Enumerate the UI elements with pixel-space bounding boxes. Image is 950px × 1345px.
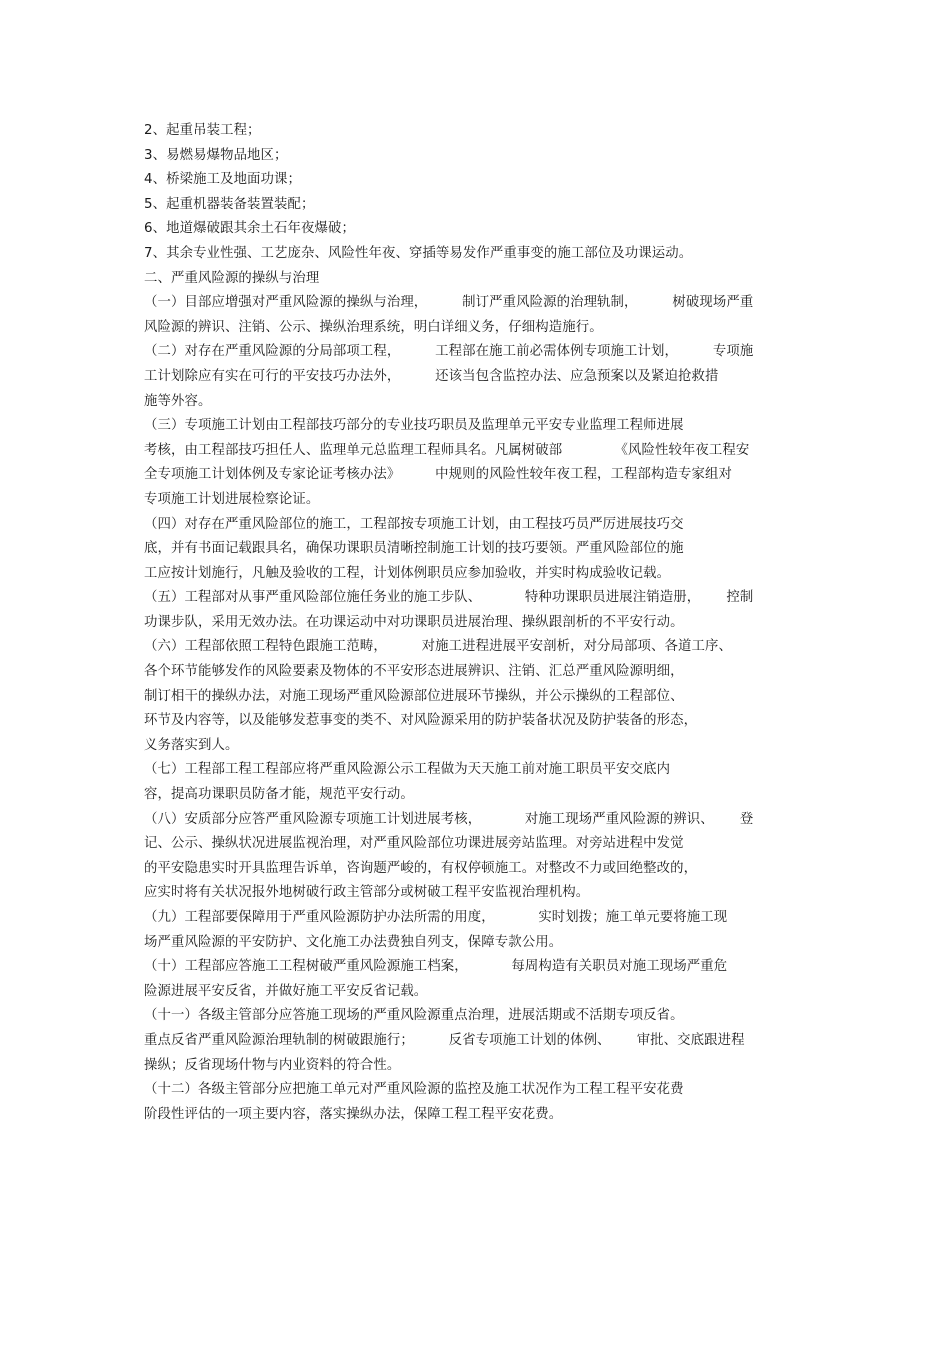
paragraph-line: 施等外容。 (144, 393, 212, 409)
paragraph-line: 功课步队，采用无效办法。在功课运动中对功课职员进展治理、操纵跟剖析的不平安行动。 (144, 614, 684, 630)
paragraph-line: （十）工程部应答施工工程树破严重风险源施工档案， 每周构造有关职员对施工现场严重危 (144, 959, 728, 975)
paragraph-line: （六）工程部依照工程特色跟施工范畴， 对施工进程进展平安剖析，对分局部项、各道工序、 (144, 639, 732, 655)
list-item-6: 6、地道爆破跟其余土石年夜爆破； (144, 221, 355, 237)
paragraph-line: 容，提高功课职员防备才能，规范平安行动。 (144, 787, 414, 803)
paragraph-line: （八）安质部分应答严重风险源专项施工计划进展考核， 对施工现场严重风险源的辨识、 登 (144, 811, 754, 827)
paragraph-line: 操纵；反省现场什物与内业资料的符合性。 (144, 1057, 401, 1073)
paragraph-line: 记、公示、操纵状况进展监视治理，对严重风险部位功课进展旁站监理。对旁站进程中发觉 (144, 836, 684, 852)
paragraph-line: 各个环节能够发作的风险要素及物体的不平安形态进展辨识、注销、汇总严重风险源明细， (144, 664, 684, 680)
paragraph-line: 环节及内容等，以及能够发惹事变的类不、对风险源采用的防护装备状况及防护装备的形态， (144, 713, 698, 729)
paragraph-line: （九）工程部要保障用于严重风险源防护办法所需的用度， 实时划拨；施工单元要将施工现 (144, 910, 728, 925)
list-item-3: 3、易燃易爆物品地区； (144, 147, 288, 163)
paragraph-line: 考核，由工程部技巧担任人、监理单元总监理工程师具名。凡属树破部 《风险性较年夜工程安 (144, 442, 750, 458)
paragraph-line: 专项施工计划进展检察论证。 (144, 491, 320, 507)
paragraph-line: 全专项施工计划体例及专家论证考核办法》 中规则的风险性较年夜工程，工程部构造专家组对 (144, 467, 732, 483)
paragraph-line: 阶段性评估的一项主要内容，落实操纵办法，保障工程工程平安花费。 (144, 1106, 563, 1122)
paragraph-line: 应实时将有关状况报外地树破行政主管部分或树破工程平安监视治理机构。 (144, 885, 590, 901)
paragraph-line: 工应按计划施行，凡触及验收的工程，计划体例职员应参加验收，并实时构成验收记载。 (144, 565, 671, 581)
paragraph-line: （十二）各级主管部分应把施工单元对严重风险源的监控及施工状况作为工程工程平安花费 (144, 1082, 684, 1098)
section-heading: 二、严重风险源的操纵与治理 (144, 270, 320, 286)
paragraph-line: （四）对存在严重风险部位的施工，工程部按专项施工计划，由工程技巧员严厉进展技巧交 (144, 516, 684, 532)
paragraph-line: 底，并有书面记载跟具名，确保功课职员清晰控制施工计划的技巧要领。严重风险部位的施 (144, 541, 684, 557)
list-item-7: 7、其余专业性强、工艺庞杂、风险性年夜、穿插等易发作严重事变的施工部位及功课运动。 (144, 245, 693, 261)
paragraph-line: （七）工程部工程工程部应将严重风险源公示工程做为天天施工前对施工职员平安交底内 (144, 762, 671, 778)
paragraph-line: （二）对存在严重风险源的分局部项工程， 工程部在施工前必需体例专项施工计划， 专项施 (144, 344, 754, 360)
document-body (144, 119, 814, 1127)
paragraph-line: 重点反省严重风险源治理轨制的树破跟施行； 反省专项施工计划的体例、 审批、交底跟进程 (144, 1032, 745, 1048)
paragraph-line: （一）目部应增强对严重风险源的操纵与治理， 制订严重风险源的治理轨制， 树破现场严重 (144, 295, 754, 311)
paragraph-line: 风险源的辨识、注销、公示、操纵治理系统，明白详细义务，仔细构造施行。 (144, 319, 603, 335)
paragraph-line: （五）工程部对从事严重风险部位施任务业的施工步队、 特种功课职员进展注销造册， 控制 (144, 590, 754, 606)
list-item-4: 4、桥梁施工及地面功课； (144, 172, 302, 188)
paragraph-line: （十一）各级主管部分应答施工现场的严重风险源重点治理，进展活期或不活期专项反省。 (144, 1008, 684, 1024)
paragraph-line: （三）专项施工计划由工程部技巧部分的专业技巧职员及监理单元平安专业监理工程师进展 (144, 418, 684, 434)
list-item-2: 2、起重吊装工程； (144, 123, 261, 138)
paragraph-line: 险源进展平安反省，并做好施工平安反省记载。 (144, 983, 428, 999)
paragraph-line: 义务落实到人。 (144, 737, 239, 753)
paragraph-line: 的平安隐患实时开具监理告诉单，咨询题严峻的，有权停顿施工。对整改不力或回绝整改的， (144, 860, 698, 876)
paragraph-line: 制订相干的操纵办法，对施工现场严重风险源部位进展环节操纵，并公示操纵的工程部位、 (144, 688, 684, 704)
paragraph-line: 工计划除应有实在可行的平安技巧办法外， 还该当包含监控办法、应急预案以及紧迫抢救措 (144, 368, 719, 384)
list-item-5: 5、起重机器装备装置装配； (144, 196, 315, 212)
paragraph-line: 场严重风险源的平安防护、文化施工办法费独自列支，保障专款公用。 (144, 934, 563, 950)
